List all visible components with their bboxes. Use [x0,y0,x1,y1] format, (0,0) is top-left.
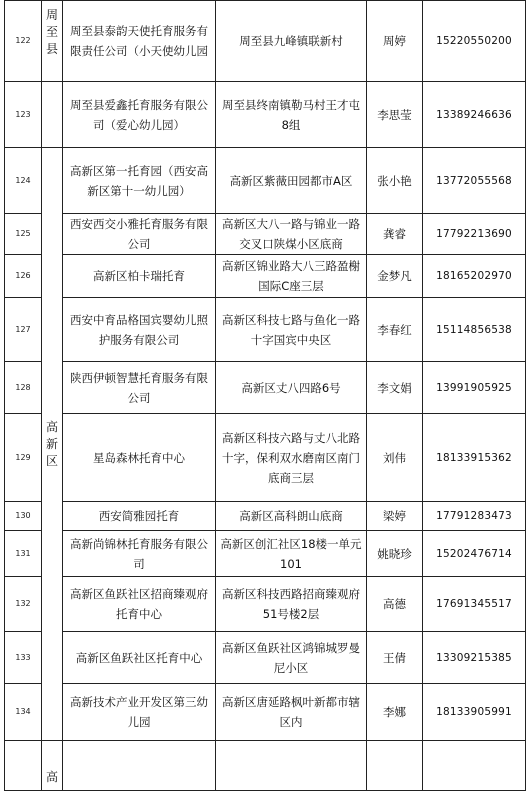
contact-phone: 18133915362 [423,414,526,502]
row-number: 127 [5,298,42,362]
institution-name: 西安中育品格国宾婴幼儿照护服务有限公司 [63,298,216,362]
contact-person: 梁婷 [367,502,423,531]
table-row [5,577,526,632]
institution-address: 周至县九峰镇联新村 [216,1,367,82]
contact-person: 王倩 [367,632,423,684]
table-row [5,684,526,741]
institution-address: 高新区大八一路与锦业一路交叉口陕煤小区底商 [216,214,367,255]
table-row [5,82,526,148]
contact-phone: 13991905925 [423,362,526,414]
institution-name: 星岛森林托育中心 [63,414,216,502]
row-number: 124 [5,148,42,214]
contact-person: 姚晓珍 [367,531,423,577]
contact-phone: 15202476714 [423,531,526,577]
row-number: 123 [5,82,42,148]
institution-address: 高新区科技西路招商臻观府51号楼2层 [216,577,367,632]
contact-person: 李文娟 [367,362,423,414]
region-cell-gaoxin: 高新区 [42,148,63,741]
institution-name: 高新区柏卡瑞托育 [63,255,216,298]
region-cell-blank [42,82,63,148]
institution-address: 高新区唐延路枫叶新都市辖区内 [216,684,367,741]
table-row [5,255,526,298]
row-number: 128 [5,362,42,414]
contact-person: 高德 [367,577,423,632]
childcare-institution-table [4,0,526,791]
institution-address: 高新区鱼跃社区鸿锦城罗曼尼小区 [216,632,367,684]
row-number: 131 [5,531,42,577]
institution-name: 周至县泰韵天使托育服务有限责任公司（小天使幼儿园 [63,1,216,82]
contact-phone: 15220550200 [423,1,526,82]
institution-address: 高新区高科朗山底商 [216,502,367,531]
institution-address [216,741,367,791]
institution-address: 高新区科技六路与丈八北路十字，保利双水磨南区南门底商三层 [216,414,367,502]
table-row [5,362,526,414]
table-row [5,148,526,214]
row-number: 130 [5,502,42,531]
table-row [5,531,526,577]
institution-name: 西安西交小雅托育服务有限公司 [63,214,216,255]
contact-person: 李娜 [367,684,423,741]
institution-name: 高新技术产业开发区第三幼儿园 [63,684,216,741]
institution-name: 西安简雅园托育 [63,502,216,531]
contact-person: 龚睿 [367,214,423,255]
institution-address: 高新区丈八四路6号 [216,362,367,414]
contact-person: 张小艳 [367,148,423,214]
contact-phone: 17691345517 [423,577,526,632]
contact-phone: 17792213690 [423,214,526,255]
row-number: 122 [5,1,42,82]
contact-phone: 18133905991 [423,684,526,741]
row-number: 132 [5,577,42,632]
row-number: 125 [5,214,42,255]
row-number: 134 [5,684,42,741]
institution-name: 周至县爱鑫托育服务有限公司（爱心幼儿园） [63,82,216,148]
contact-person: 刘伟 [367,414,423,502]
institution-name: 陕西伊顿智慧托育服务有限公司 [63,362,216,414]
institution-address: 高新区科技七路与鱼化一路十字国宾中央区 [216,298,367,362]
row-number: 129 [5,414,42,502]
contact-phone: 18165202970 [423,255,526,298]
institution-name: 高新区鱼跃社区托育中心 [63,632,216,684]
table-row [5,632,526,684]
row-number [5,741,42,791]
contact-phone: 15114856538 [423,298,526,362]
contact-person [367,741,423,791]
contact-phone: 13309215385 [423,632,526,684]
contact-person: 李春红 [367,298,423,362]
region-cell-zhouzhi: 周至县 [42,1,63,82]
institution-name: 高新区鱼跃社区招商臻观府托育中心 [63,577,216,632]
table-row [5,502,526,531]
row-number: 126 [5,255,42,298]
contact-person: 金梦凡 [367,255,423,298]
contact-phone: 13389246636 [423,82,526,148]
table-row [5,414,526,502]
table-row [5,298,526,362]
institution-name: 高新尚锦林托育服务有限公司 [63,531,216,577]
contact-person: 周婷 [367,1,423,82]
institution-address: 高新区创汇社区18楼一单元101 [216,531,367,577]
region-cell-gaoxin-continued: 高 [42,741,63,791]
contact-phone: 17791283473 [423,502,526,531]
table-row [5,1,526,82]
institution-address: 高新区紫薇田园都市A区 [216,148,367,214]
contact-person: 李思莹 [367,82,423,148]
table-row [5,741,526,791]
institution-address: 周至县终南镇勒马村王才屯8组 [216,82,367,148]
table-row [5,214,526,255]
row-number: 133 [5,632,42,684]
institution-name [63,741,216,791]
contact-phone [423,741,526,791]
institution-address: 高新区锦业路大八三路盈榭国际C座三层 [216,255,367,298]
contact-phone: 13772055568 [423,148,526,214]
institution-name: 高新区第一托育园（西安高新区第十一幼儿园） [63,148,216,214]
